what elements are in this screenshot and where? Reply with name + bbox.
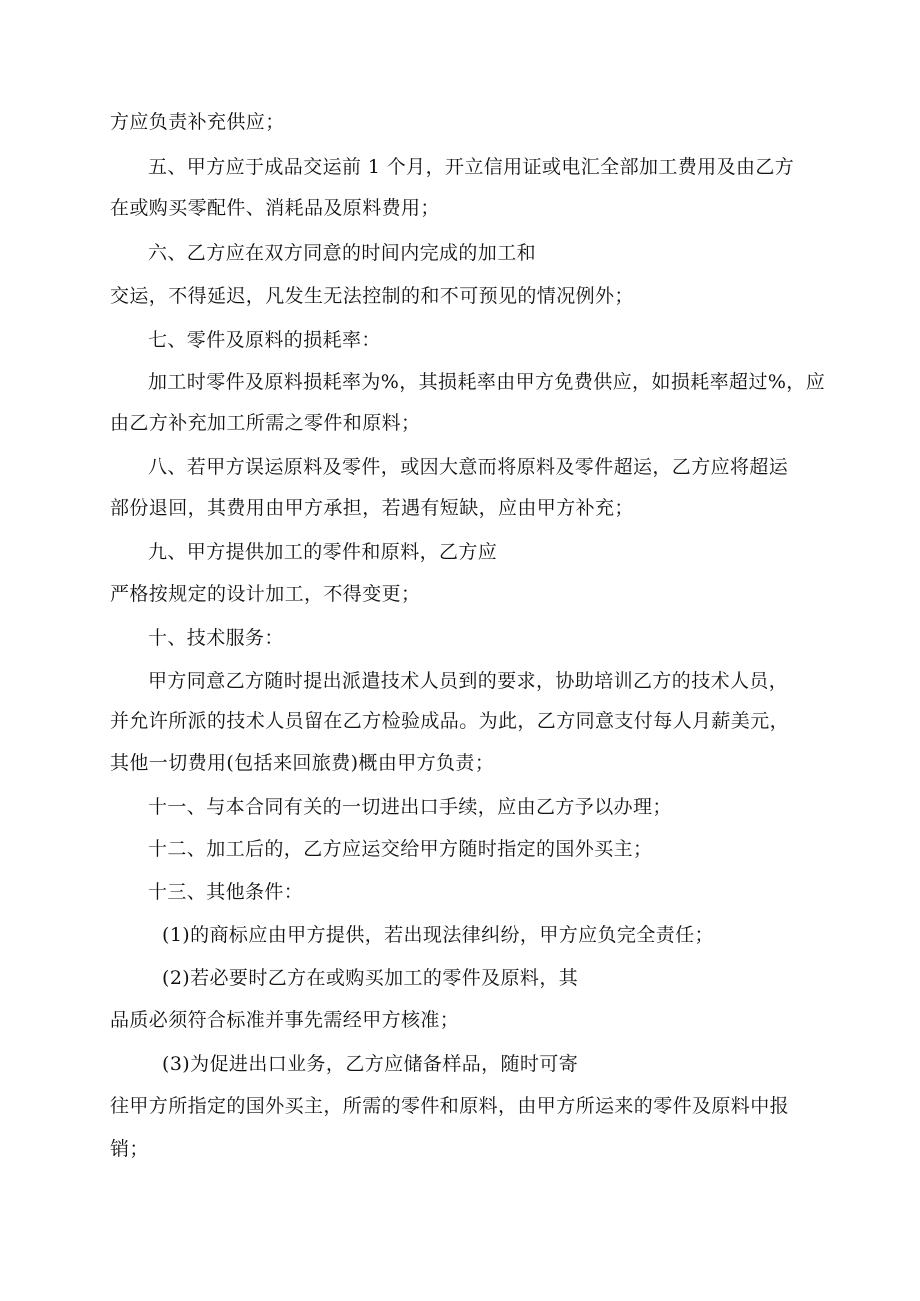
text-line: 部份退回，其费用由甲方承担，若遇有短缺，应由甲方补充； xyxy=(110,497,634,519)
text-line: 甲方同意乙方随时提出派遣技术人员到的要求，协助培训乙方的技术人员， xyxy=(148,670,789,692)
text-line: 交运，不得延迟，凡发生无法控制的和不可预见的情况例外； xyxy=(110,285,634,307)
text-line: (3)为促进出口业务，乙方应储备样品，随时可寄 xyxy=(162,1053,579,1075)
text-line: 十三、其他条件： xyxy=(148,881,304,903)
text-line: 销； xyxy=(110,1138,149,1160)
text-line: 加工时零件及原料损耗率为%，其损耗率由甲方免费供应，如损耗率超过%，应 xyxy=(148,371,826,393)
text-line: 五、甲方应于成品交运前 1 个月，开立信用证或电汇全部加工费用及由乙方 xyxy=(148,156,795,178)
text-line: 六、乙方应在双方同意的时间内完成的加工和 xyxy=(148,242,537,264)
text-line: 方应负责补充供应； xyxy=(110,111,285,133)
text-line: 八、若甲方误运原料及零件，或因大意而将原料及零件超运，乙方应将超运 xyxy=(148,456,789,478)
text-line: 九、甲方提供加工的零件和原料，乙方应 xyxy=(148,541,498,563)
text-line: (1)的商标应由甲方提供，若出现法律纠纷，甲方应负完全责任； xyxy=(162,924,714,946)
text-line: 十、技术服务： xyxy=(148,627,284,649)
text-line: 其他一切费用(包括来回旅费)概由甲方负责； xyxy=(110,752,495,774)
text-line: (2)若必要时乙方在或购买加工的零件及原料，其 xyxy=(162,967,579,989)
text-line: 十二、加工后的，乙方应运交给甲方随时指定的国外买主； xyxy=(148,838,653,860)
text-line: 七、零件及原料的损耗率： xyxy=(148,329,381,351)
text-line: 品质必须符合标准并事先需经甲方核准； xyxy=(110,1009,460,1031)
text-line: 严格按规定的设计加工，不得变更； xyxy=(110,583,421,605)
text-line: 由乙方补充加工所需之零件和原料； xyxy=(110,412,421,434)
text-line: 在或购买零配件、消耗品及原料费用； xyxy=(110,197,440,219)
text-line: 并允许所派的技术人员留在乙方检验成品。为此，乙方同意支付每人月薪美元， xyxy=(110,710,790,732)
text-line: 往甲方所指定的国外买主，所需的零件和原料，由甲方所运来的零件及原料中报 xyxy=(110,1095,790,1117)
text-line: 十一、与本合同有关的一切进出口手续，应由乙方予以办理； xyxy=(148,796,672,818)
